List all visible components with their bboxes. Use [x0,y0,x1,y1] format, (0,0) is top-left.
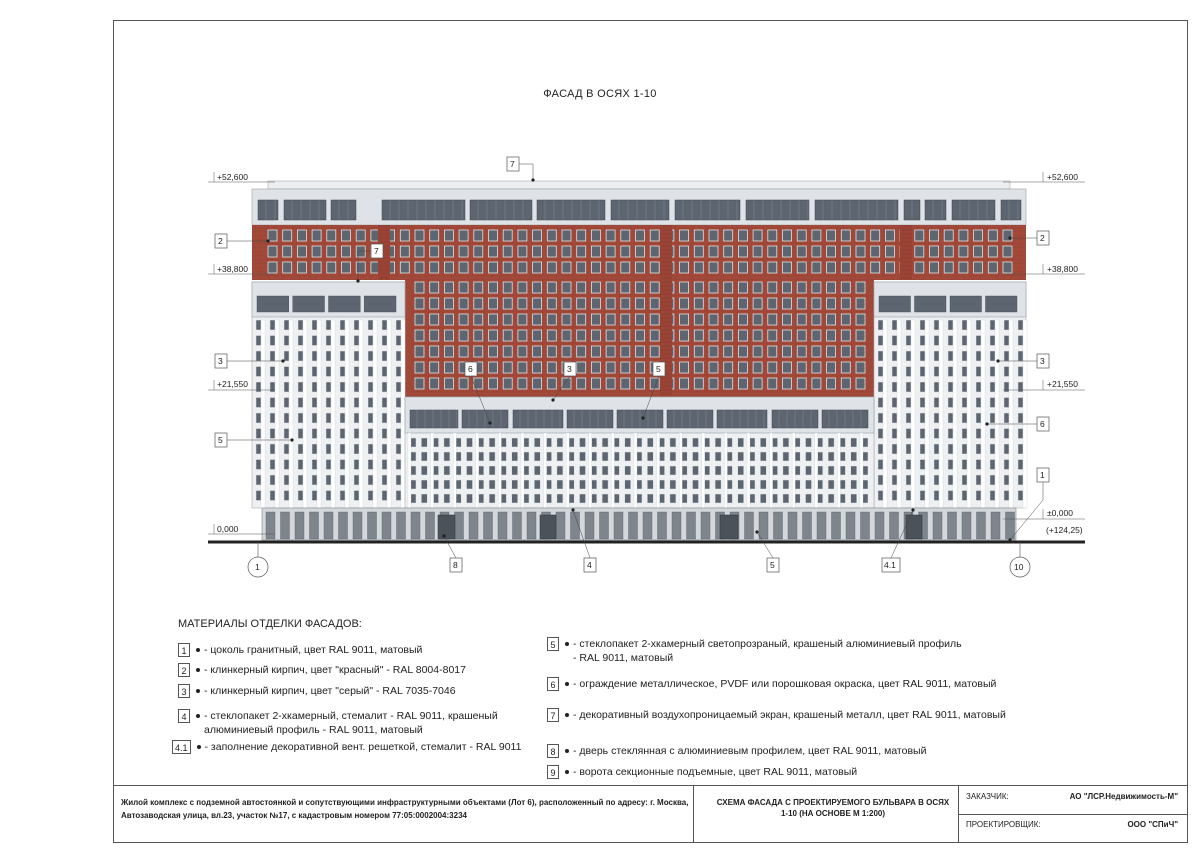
material-code: 2 [178,663,190,677]
material-text: - цоколь гранитный, цвет RAL 9011, матовый [204,644,423,656]
material-text: - стеклопакет 2-хкамерный светопрозраный, крашеный алюминиевый профиль - RAL 9011, матовый [573,638,962,664]
project-description: Жилой комплекс с подземной автостоянкой и сопутствующими инфраструктурными объектами (Лот 6), расположенный по адресу: г. Москва, Автозаводская улица, вл.23, участок №17, с кадастровым номером 77:05:0002004:3234 [121,798,689,820]
material-code: 7 [547,708,559,722]
callout-left-3: 3 [218,356,223,366]
material-code: 6 [547,677,559,691]
callout-left-5: 5 [218,435,223,445]
callout-right-1: 1 [1040,470,1045,480]
material-code: 1 [178,643,190,657]
callout-mid-3: 3 [567,364,572,374]
material-text: - ворота секционные подъемные, цвет RAL 9011, матовый [573,766,858,778]
elev-right-2: +38,800 [1047,264,1078,274]
customer-name: АО "ЛСР.Недвижимость-М" [1069,792,1178,801]
callout-right-3: 3 [1040,356,1045,366]
elev-right-1: +52,600 [1047,172,1078,182]
material-2 [178,663,538,677]
material-code: 4 [178,709,190,723]
material-text: - дверь стеклянная с алюминиевым профилем, цвет RAL 9011, матовый [573,745,927,757]
material-code: 5 [547,637,559,651]
elev-left-2: +38,800 [217,264,248,274]
roof-screen [268,181,1010,189]
elev-right-3: +21,550 [1047,379,1078,389]
material-code: 8 [547,744,559,758]
material-text: - декоративный воздухопроницаемый экран, крашеный металл, цвет RAL 9011, матовый [573,709,1006,721]
material-code: 9 [547,765,559,779]
material-1 [178,643,538,657]
designer-name: ООО "СПиЧ" [1127,820,1178,829]
callout-bottom-4: 4 [587,560,592,570]
material-41 [172,740,522,754]
material-4 [178,709,528,737]
facade-title: ФАСАД В ОСЯХ 1-10 [543,88,657,100]
material-text: - ограждение металлическое, PVDF или порошковая окраска, цвет RAL 9011, матовый [573,678,997,690]
callout-mid-6: 6 [468,364,473,374]
elev-left-4: 0,000 [217,524,239,534]
axis-10-label: 10 [1014,562,1024,572]
customer-label: ЗАКАЗЧИК: [966,792,1009,801]
callout-7-left: 7 [374,246,379,256]
callout-mid-5: 5 [656,364,661,374]
title-block [113,785,1188,843]
material-text: - стеклопакет 2-хкамерный, стемалит - RAL 9011, крашеный алюминиевый профиль - RAL 9011, матовый [204,710,498,736]
callout-bottom-8: 8 [453,560,458,570]
designer-label: ПРОЕКТИРОВЩИК: [966,820,1041,829]
material-text: - заполнение декоративной вент. решеткой, стемалит - RAL 9011 [204,741,522,753]
materials-title: МАТЕРИАЛЫ ОТДЕЛКИ ФАСАДОВ: [178,618,362,630]
callout-right-6: 6 [1040,419,1045,429]
material-7 [547,708,1017,722]
elev-right-5: (+124,25) [1046,525,1083,535]
callout-left-2: 2 [218,236,223,246]
sheet-title: СХЕМА ФАСАДА С ПРОЕКТИРУЕМОГО БУЛЬВАРА В ОСЯХ 1-10 (НА ОСНОВЕ М 1:200) [716,798,950,818]
callout-bottom-5: 5 [770,560,775,570]
material-5 [547,637,967,665]
material-3 [178,684,538,698]
material-6 [547,677,1017,691]
material-8 [547,744,1017,758]
material-text: - клинкерный кирпич, цвет "красный" - RAL 8004-8017 [204,664,466,676]
callout-bottom-41: 4.1 [884,560,896,570]
material-9 [547,765,1017,779]
elev-left-3: +21,550 [217,379,248,389]
material-code: 4.1 [172,740,191,754]
callout-right-2: 2 [1040,233,1045,243]
material-code: 3 [178,684,190,698]
elev-right-4: ±0,000 [1047,508,1073,518]
elev-left-1: +52,600 [217,172,248,182]
axis-1-label: 1 [255,562,260,572]
material-text: - клинкерный кирпич, цвет "серый" - RAL 7035-7046 [204,685,456,697]
callout-top-7: 7 [510,159,515,169]
